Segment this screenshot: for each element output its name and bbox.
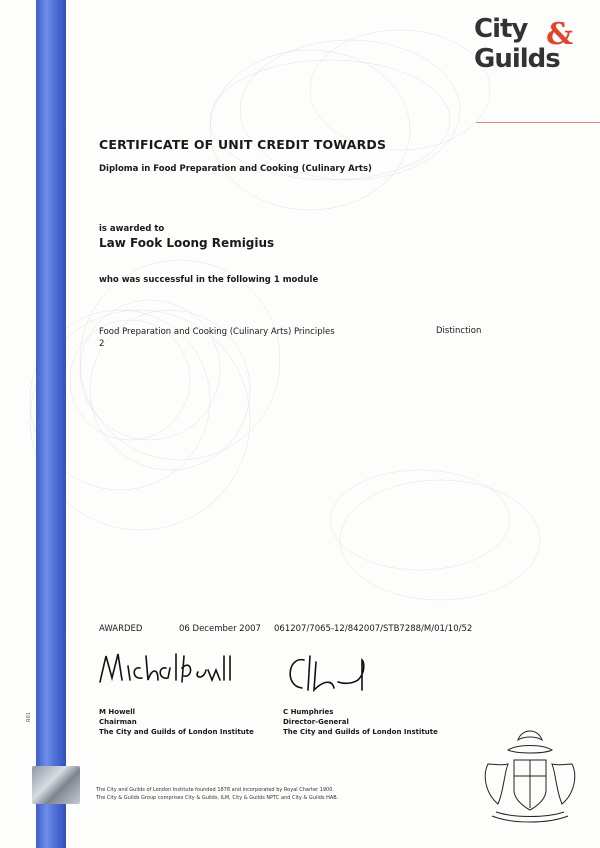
hologram-seal [32,766,80,804]
blue-ribbon [36,0,66,848]
logo-text-guilds: Guilds [474,44,560,74]
signatory-1 [99,707,254,737]
coat-of-arms-icon [478,720,582,832]
signature-m-howell [96,648,236,690]
qualification-name: Diploma in Food Preparation and Cooking (Culinary Arts) [99,164,372,174]
city-and-guilds-logo [474,14,586,80]
awarded-label: AWARDED [99,624,143,634]
successful-statement: who was successful in the following 1 module [99,275,319,285]
signatory-name: M Howell [99,708,136,716]
logo-text-city: City [474,14,528,44]
footer-line-1: The City and Guilds of London Institute founded 1878 and incorporated by Royal Charter 1900. [96,787,335,793]
signatory-name: C Humphries [283,708,334,716]
signatory-org: The City and Guilds of London Institute [283,728,438,736]
award-date: 06 December 2007 [179,624,261,634]
module-name: Food Preparation and Cooking (Culinary Arts) Principles 2 [99,327,335,349]
logo-divider [476,122,600,123]
footer-text [96,786,338,802]
award-reference: 061207/7065-12/842007/STB7288/M/01/10/52 [274,624,473,634]
signatory-2 [283,707,438,737]
recipient-name: Law Fook Loong Remigius [99,236,275,250]
certificate-title: CERTIFICATE OF UNIT CREDIT TOWARDS [99,137,387,152]
svg-text:&: & [546,18,574,48]
module-grade: Distinction [436,326,482,336]
awarded-to-label: is awarded to [99,224,165,234]
signatory-role: Chairman [99,718,137,726]
signature-c-humphries [282,650,382,696]
signatory-org: The City and Guilds of London Institute [99,728,254,736]
ribbon-code: R01 [26,712,32,722]
footer-line-2: The City & Guilds Group comprises City & Guilds, ILM, City & Guilds NPTC and City & Guilds HAB. [96,795,339,801]
signatory-role: Director-General [283,718,349,726]
